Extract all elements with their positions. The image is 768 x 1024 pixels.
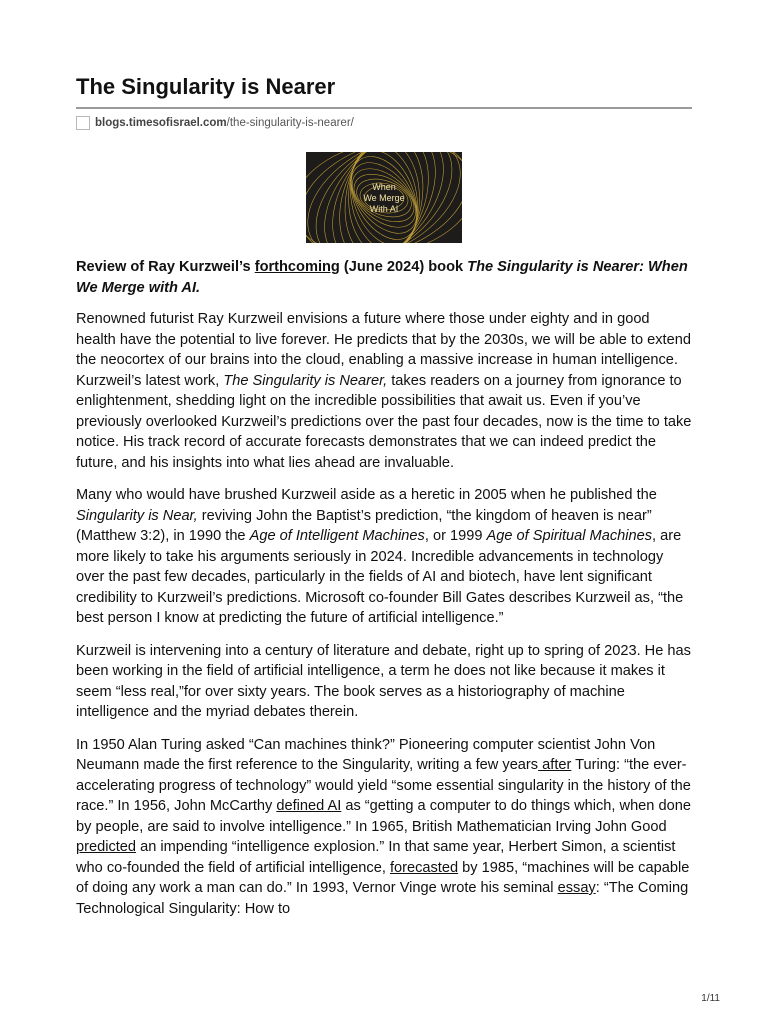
after-link[interactable]: after: [538, 757, 572, 773]
lead-text: Review of Ray Kurzweil’s: [76, 259, 255, 275]
cover-artwork: [306, 152, 462, 243]
source-url[interactable]: [76, 115, 354, 131]
paragraph-text: as “getting a computer to do things which, when done by people, are said to involve intelligence.” In 1965, British Mathematician Irving John Good: [76, 798, 691, 835]
source-path: /the-singularity-is-nearer/: [226, 117, 354, 129]
page-title: The Singularity is Nearer: [76, 74, 336, 99]
defined-ai-link[interactable]: defined AI: [276, 798, 342, 814]
paragraph-2: [76, 485, 692, 629]
book-title: The Singularity is Nearer: When We Merge with AI.: [76, 259, 688, 296]
favicon-icon: [76, 116, 90, 130]
paragraph-text: Turing: “the ever-accelerating progress of technology” would yield “some essential singularity in the history of the race.” In 1956, John McCarthy: [76, 757, 691, 814]
paragraph-text: : “The Coming Technological Singularity: How to: [76, 880, 689, 917]
title-divider: [76, 107, 692, 109]
page-number: 1/11: [701, 993, 720, 1004]
paragraph-4: [76, 735, 692, 920]
paragraph-3: Kurzweil is intervening into a century of literature and debate, right up to spring of 2023. He has been working in the field of artificial intelligence, a term he does not like because it makes it seem “less real,”for over sixty years. The book serves as a historiography of machine intelligence and the myriad debates therein.: [76, 642, 691, 720]
book-title: Singularity is Near,: [76, 507, 198, 524]
paragraph-text: by 1985, “machines will be capable of doing any work a man can do.” In 1993, Vernor Vinge wrote his seminal: [76, 859, 690, 896]
cover-text-line-1: When: [372, 182, 396, 192]
paragraph-1: [76, 309, 692, 473]
predicted-link[interactable]: predicted: [76, 839, 137, 855]
forthcoming-link[interactable]: forthcoming: [254, 259, 340, 275]
book-title: The Singularity is Nearer,: [223, 372, 388, 389]
paragraph-text: In 1950 Alan Turing asked “Can machines think?” Pioneering computer scientist John Von Neumann made the first reference to the Singularity, writing a few years: [76, 736, 656, 773]
paragraph-text: reviving John the Baptist’s prediction, “the kingdom of heaven is near” (Matthew 3:2), in 1990 the: [76, 507, 652, 544]
paragraph-text: an impending “intelligence explosion.” In that same year, Herbert Simon, a scientist who co-founded the field of artificial intelligence,: [76, 839, 676, 876]
forecasted-link[interactable]: forecasted: [389, 859, 459, 876]
cover-text-line-3: With AI: [369, 204, 399, 214]
article-body: [76, 257, 692, 931]
paragraph-text: , or 1999: [424, 528, 487, 544]
paragraph-text: takes readers on a journey from ignorance to enlightenment, shedding light on the incredible possibilities that await us. Even if you’ve previously overlooked Kurzweil’s predictions over the past four decades, now is the time to take notice. His track record of accurate forecasts demonstrates that we can indeed predict the future, and his insights into what lies ahead are invaluable.: [76, 372, 692, 471]
book-title: Age of Intelligent Machines: [249, 528, 425, 544]
lead-paragraph: [76, 257, 692, 298]
lead-text: (June 2024) book: [339, 259, 468, 275]
paragraph-text: Many who would have brushed Kurzweil aside as a heretic in 2005 when he published the: [76, 487, 657, 503]
paragraph-text: , are more likely to take his arguments seriously in 2024. Incredible advancements in technology over the past few decades, particularly in the fields of AI and biotech, have lent significant credibility to Kurzweil’s predictions. Microsoft co-founder Bill Gates describes Kurzweil as, “the best person I know at predicting the future of artificial intelligence.”: [76, 528, 684, 626]
book-title: Age of Spiritual Machines: [486, 528, 652, 544]
source-domain: blogs.timesofisrael.com: [95, 117, 227, 129]
essay-link[interactable]: essay: [557, 880, 596, 896]
paragraph-text: Renowned futurist Ray Kurzweil envisions a future where those under eighty and in good health have the potential to live forever. He predicts that by the 2030s, we will be able to extend the neocortex of our brains into the cloud, enabling a massive increase in human intelligence. Kurzweil’s latest work,: [76, 311, 691, 389]
book-cover-image: [306, 152, 462, 243]
cover-text-line-2: We Merge: [363, 193, 405, 203]
